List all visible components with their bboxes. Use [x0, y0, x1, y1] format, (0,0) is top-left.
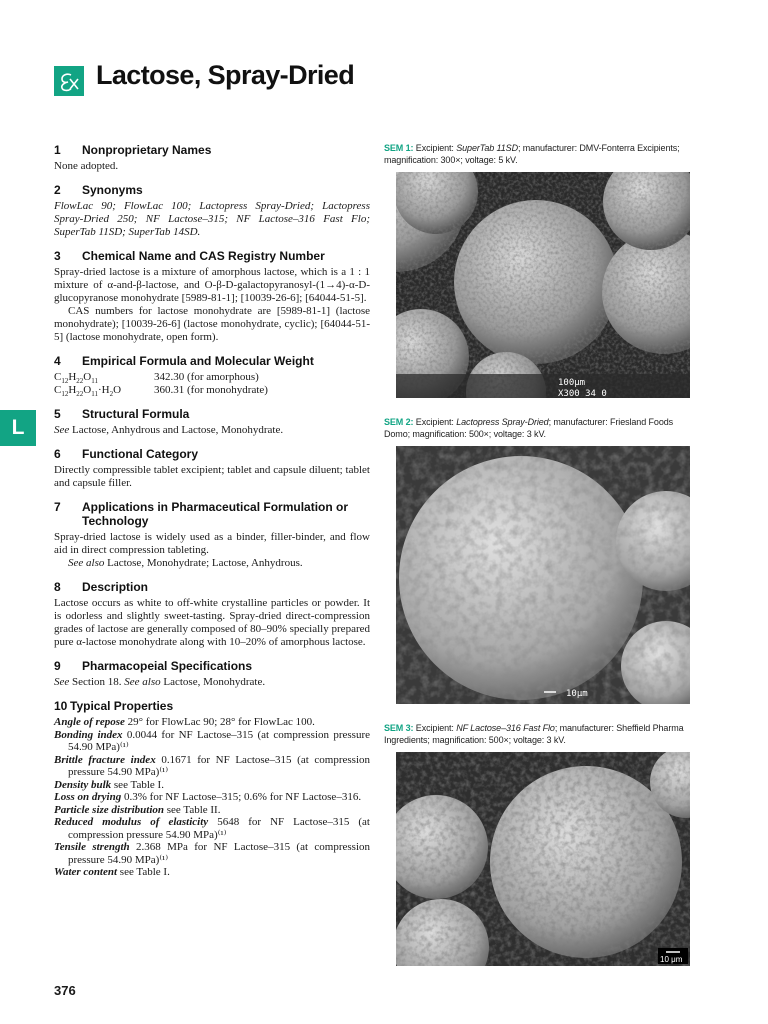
sem1-caption: SEM 1: Excipient: SuperTab 11SD; manufacturer: DMV-Fonterra Excipients; magnification: 300×; voltage: 5 kV. — [384, 143, 680, 165]
property-item: Particle size distribution see Table II. — [54, 803, 221, 816]
section-heading-nonproprietary: 1 Nonproprietary Names — [54, 143, 212, 157]
applications-text: Spray-dried lactose is widely used as a binder, filler-binder, and flow aid in direct compression tableting. — [54, 531, 370, 556]
property-item: Density bulk see Table I. — [54, 778, 164, 791]
property-item: Loss on drying 0.3% for NF Lactose–315; 0.6% for NF Lactose–316. — [54, 791, 362, 803]
molecular-weight-monohydrate: 360.31 (for monohydrate) — [154, 384, 268, 396]
formula-amorphous: $C_{12}H_{22}O_{11}$ — [54, 371, 98, 386]
cas-numbers-text: CAS numbers for lactose monohydrate are [5989-81-1] (lactose monohydrate); [10039-26-6] (lactose monohydrate, cyclic); [64044-51-5] (lactose monohydrate, open form). — [54, 305, 370, 343]
sem3-scale-label: 10 μm — [660, 955, 683, 964]
property-item: Brittle fracture index 0.1671 for NF Lactose–315 (at compression pressure 54.90 MPa)⁽¹⁾ — [54, 753, 370, 778]
functional-category-text: Directly compressible tablet excipient; tablet and capsule diluent; tablet and capsule filler. — [54, 464, 370, 489]
page-title: Lactose, Spray-Dried — [96, 60, 355, 90]
sem2-micrograph — [396, 446, 690, 704]
sem1-image — [396, 172, 690, 398]
synonyms-text: FlowLac 90; FlowLac 100; Lactopress Spray-Dried; Lactopress Spray-Dried 250; NF Lactose–315; NF Lactose–316 Fast Flo; SuperTab 11SD; SuperTab 14SD. — [54, 200, 370, 238]
section-heading-description: 8 Description — [54, 580, 149, 594]
description-text: Lactose occurs as white to off-white crystalline particles or powder. It is odorless and slightly sweet-tasting. Spray-dried direct-compression grades of lactose are generally composed of 80–90% specially prepared pure α-lactose monohydrate along with 10–20% of amorphous lactose. — [54, 597, 370, 648]
section-heading-typical-properties: 10 Typical Properties — [54, 699, 174, 713]
sem2-scale-label: 10μm — [566, 689, 588, 699]
structural-formula-text: See Lactose, Anhydrous and Lactose, Monohydrate. — [54, 424, 284, 436]
page-number: 376 — [54, 983, 76, 998]
formula-row-amorphous — [54, 371, 370, 384]
section-heading-structural-formula: 5 Structural Formula — [54, 407, 190, 421]
formula-row-monohydrate — [54, 384, 370, 397]
sem3-image — [396, 752, 690, 966]
typical-properties-list — [54, 716, 370, 879]
nonproprietary-text: None adopted. — [54, 160, 119, 172]
section-heading-functional-category: 6 Functional Category — [54, 447, 199, 461]
section-heading-synonyms: 2 Synonyms — [54, 183, 143, 197]
sem2-caption: SEM 2: Excipient: Lactopress Spray-Dried; manufacturer: Friesland Foods Domo; magnification: 500×; voltage: 3 kV. — [384, 417, 674, 439]
molecular-weight-amorphous: 342.30 (for amorphous) — [154, 371, 259, 383]
section-heading-applications: 7 Applications in Pharmaceutical Formulation or Technology — [54, 500, 349, 528]
property-item: Reduced modulus of elasticity 5648 for NF Lactose–315 (at compression pressure 54.90 MPa)⁽¹⁾ — [54, 816, 370, 841]
property-item: Angle of repose 29° for FlowLac 90; 28° for FlowLac 100. — [54, 716, 315, 728]
section-tab-letter: L — [0, 410, 36, 446]
pharmacopeial-text: See Section 18. See also Lactose, Monohydrate. — [54, 676, 266, 688]
monograph-logo-icon — [54, 66, 84, 96]
sem1-mag-label: X300 34 0 — [558, 389, 607, 398]
sem2-image — [396, 446, 690, 704]
section-heading-pharmacopeial: 9 Pharmacopeial Specifications — [54, 659, 253, 673]
chemical-name-text: Spray-dried lactose is a mixture of amorphous lactose, which is a 1 : 1 mixture of α-and-β-lactose, and O-β-D-galactopyranosyl-(1→4)-α-D-glucopyranose monohydrate [5989-81-1]; [10039-26-6]; [64044-51-5]. — [54, 266, 370, 304]
property-item: Water content see Table I. — [54, 866, 170, 878]
property-item: Bonding index 0.0044 for NF Lactose–315 (at compression pressure 54.90 MPa)⁽¹⁾ — [54, 728, 370, 753]
sem3-micrograph — [396, 752, 690, 966]
property-item: Tensile strength 2.368 MPa for NF Lactose–315 (at compression pressure 54.90 MPa)⁽¹⁾ — [54, 841, 370, 866]
sem1-micrograph — [396, 172, 690, 398]
applications-see-also: See also Lactose, Monohydrate; Lactose, Anhydrous. — [68, 557, 303, 569]
sem3-caption: SEM 3: Excipient: NF Lactose–316 Fast Flo; manufacturer: Sheffield Pharma Ingredients; magnification: 500×; voltage: 3 kV. — [384, 723, 684, 745]
section-heading-chemical-name: 3 Chemical Name and CAS Registry Number — [54, 249, 325, 263]
section-heading-empirical-formula: 4 Empirical Formula and Molecular Weight — [54, 354, 314, 368]
formula-monohydrate: $C_{12}H_{22}O_{11}\cdot H_2O$ — [54, 384, 122, 399]
monograph-text-column — [54, 140, 370, 879]
sem1-scale-label: 100μm — [558, 378, 586, 388]
